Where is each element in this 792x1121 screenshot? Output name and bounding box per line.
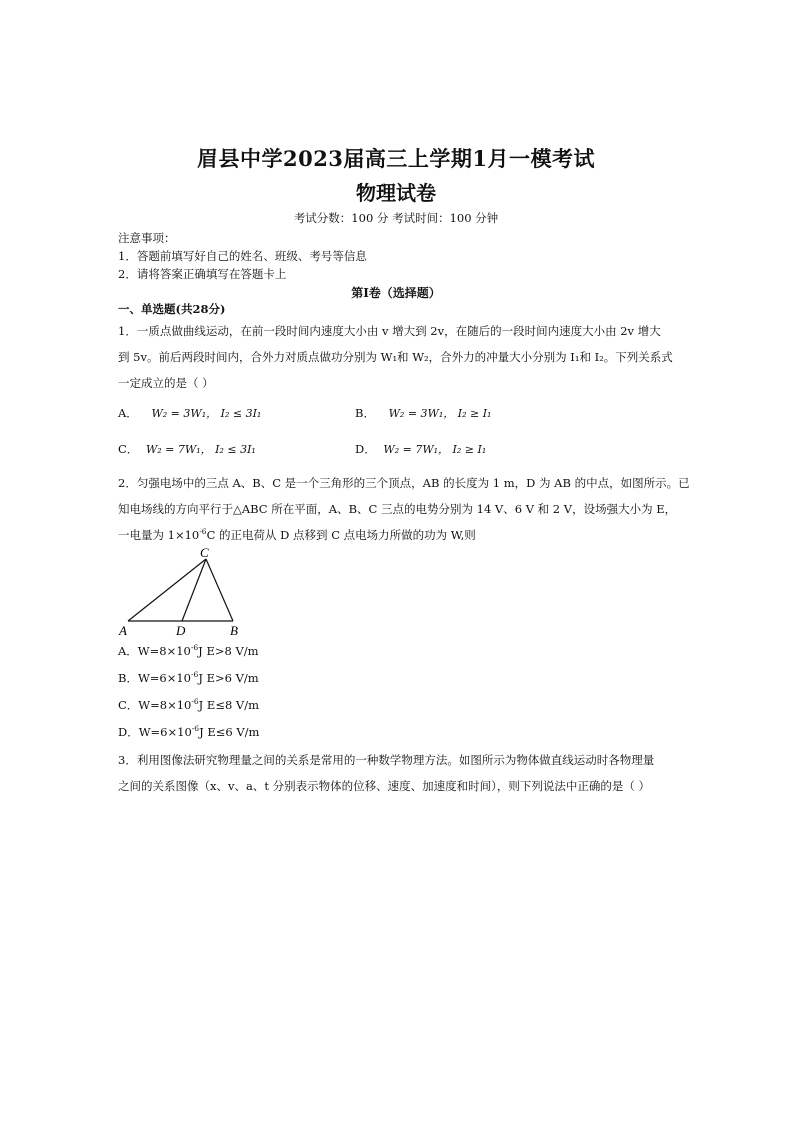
option-text: W₂ = 7W₁， I₂ ≤ 3I₁ — [145, 443, 256, 456]
q1-option-b[interactable] — [355, 405, 491, 421]
q2-stem-line: 2．匀强电场中的三点 A、B、C 是一个三角形的三个顶点，AB 的长度为 1 m，D 为 AB 的中点，如图所示。已 — [118, 476, 690, 490]
exponent: -6 — [190, 643, 199, 653]
option-label: D． — [355, 442, 376, 456]
q3-stem-line: 之间的关系图像（x、v、a、t 分别表示物体的位移、速度、加速度和时间），则下列说法中正确的是（ ） — [118, 779, 651, 793]
vertex-label-a: A — [119, 623, 127, 638]
exam-subtitle: 物理试卷 — [356, 181, 436, 205]
option-text: W₂ = 7W₁， I₂ ≥ I₁ — [383, 443, 487, 456]
q1-option-d[interactable] — [355, 441, 486, 457]
edge-bc — [206, 559, 233, 621]
vertex-label-d: D — [176, 623, 186, 638]
part-heading: 一、单选题(共28分) — [118, 302, 226, 316]
q1-stem-line: 1．一质点做曲线运动，在前一段时间内速度大小由 v 增大到 2v，在随后的一段时间内速度大小由 2v 增大 — [118, 324, 661, 338]
option-text: J E≤6 V/m — [199, 725, 260, 739]
exam-meta: 考试分数：100 分 考试时间：100 分钟 — [293, 211, 499, 225]
option-text: J E>8 V/m — [198, 644, 259, 658]
option-text: W₂ = 3W₁， I₂ ≤ 3I₁ — [151, 407, 262, 420]
q2-stem-text: C 的正电荷从 D 点移到 C 点电场力所做的功为 W,则 — [206, 528, 476, 542]
option-text: W₂ = 3W₁， I₂ ≥ I₁ — [388, 407, 492, 420]
option-label: B． — [355, 406, 375, 420]
q2-stem-text: 一电量为 1×10 — [118, 528, 200, 542]
q2-option-a[interactable] — [118, 643, 259, 659]
exponent: -6 — [191, 724, 200, 734]
q1-option-c[interactable] — [118, 441, 256, 457]
exponent: -6 — [191, 670, 199, 680]
vertex-label-c: C — [200, 545, 209, 560]
q2-option-d[interactable] — [118, 724, 259, 740]
q2-stem-line — [118, 527, 476, 543]
option-label: C． — [118, 442, 139, 456]
q1-stem-line: 一定成立的是（ ） — [118, 376, 214, 390]
notice-item: 1．答题前填写好自己的姓名、班级、考号等信息 — [118, 249, 367, 263]
exponent: -6 — [199, 527, 207, 537]
q1-option-a[interactable] — [118, 405, 261, 421]
option-text: J E≤8 V/m — [198, 698, 260, 712]
q2-option-c[interactable] — [118, 697, 259, 713]
q2-stem-line: 知电场线的方向平行于△ABC 所在平面，A、B、C 三点的电势分别为 14 V、6 V 和 2 V，设场强大小为 E， — [118, 502, 677, 516]
notice-heading: 注意事项： — [118, 231, 176, 245]
notice-item: 2．请将答案正确填写在答题卡上 — [118, 267, 287, 281]
exam-title: 眉县中学2023届高三上学期1月一模考试 — [196, 146, 596, 171]
exponent: -6 — [191, 697, 199, 707]
option-text: D．W=6×10 — [118, 725, 192, 739]
q2-option-b[interactable] — [118, 670, 259, 686]
option-label: A． — [118, 406, 138, 420]
option-text: J E>6 V/m — [198, 671, 259, 685]
option-text: B．W=6×10 — [118, 671, 191, 685]
q3-stem-line: 3．利用图像法研究物理量之间的关系是常用的一种数学物理方法。如图所示为物体做直线运动时各物理量 — [118, 753, 655, 767]
option-text: A．W=8×10 — [118, 644, 191, 658]
vertex-label-b: B — [230, 623, 238, 638]
option-text: C．W=8×10 — [118, 698, 192, 712]
q1-stem-line: 到 5v。前后两段时间内，合外力对质点做功分别为 W₁和 W₂，合外力的冲量大小分别为 I₁和 I₂。下列关系式 — [118, 350, 673, 364]
section-title: 第I卷（选择题） — [351, 286, 441, 300]
triangle-figure — [112, 545, 252, 640]
